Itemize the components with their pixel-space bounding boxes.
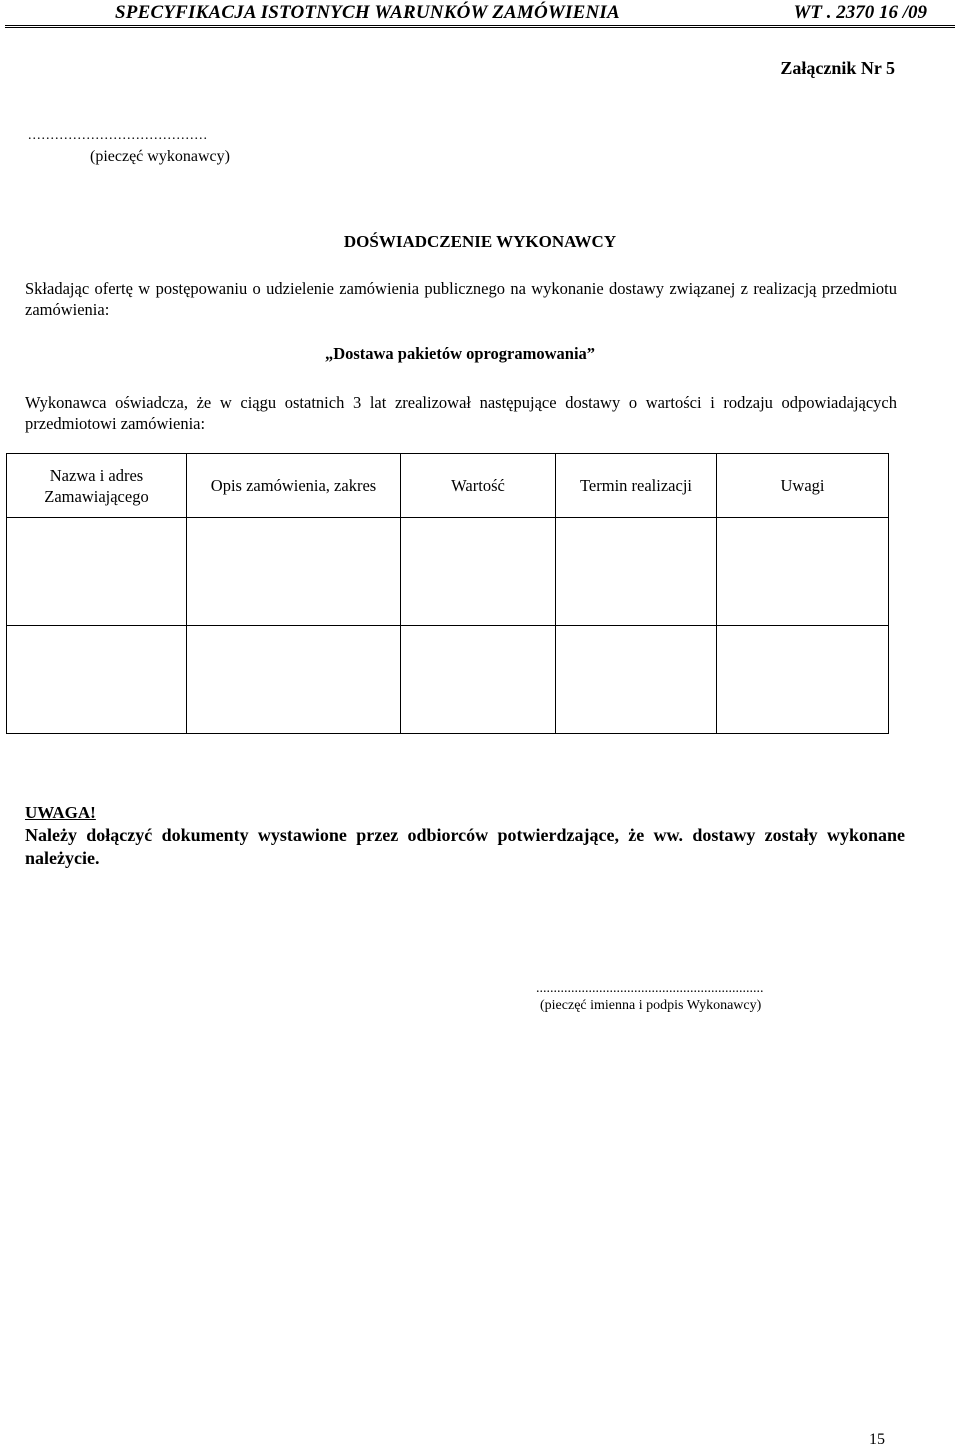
warning-text: Należy dołączyć dokumenty wystawione przez odbiorców potwierdzające, że ww. dostawy zostały wykonane należycie. xyxy=(25,825,905,868)
table-cell[interactable] xyxy=(401,626,556,734)
page-number: 15 xyxy=(869,1431,885,1448)
signature-label: (pieczęć imienna i podpis Wykonawcy) xyxy=(540,998,762,1013)
column-header-notes: Uwagi xyxy=(717,454,889,518)
table-cell[interactable] xyxy=(7,518,187,626)
contractor-stamp-label: (pieczęć wykonawcy) xyxy=(90,148,230,165)
table-cell[interactable] xyxy=(717,518,889,626)
declaration-paragraph: Wykonawca oświadcza, że w ciągu ostatnich 3 lat zrealizował następujące dostawy o wartości i rodzaju odpowiadających przedmiotowi zamówienia: xyxy=(25,393,897,433)
table-cell[interactable] xyxy=(556,518,717,626)
table-cell[interactable] xyxy=(401,518,556,626)
column-header-client: Nazwa i adres Zamawiającego xyxy=(7,454,187,518)
document-title: DOŚWIADCZENIE WYKONAWCY xyxy=(343,232,617,251)
column-header-value: Wartość xyxy=(401,454,556,518)
table-header-row xyxy=(7,454,889,518)
order-subject: „Dostawa pakietów oprogramowania” xyxy=(324,344,596,363)
header-reference-code: WT . 2370 16 /09 xyxy=(793,2,927,23)
table-cell[interactable] xyxy=(187,518,401,626)
table-cell[interactable] xyxy=(187,626,401,734)
column-header-description: Opis zamówienia, zakres xyxy=(187,454,401,518)
intro-paragraph: Składając ofertę w postępowaniu o udzielenie zamówienia publicznego na wykonanie dostawy związanej z realizacją przedmiotu zamówienia: xyxy=(25,279,897,319)
experience-table xyxy=(6,453,889,734)
table-cell[interactable] xyxy=(556,626,717,734)
table-cell[interactable] xyxy=(717,626,889,734)
table-row xyxy=(7,518,889,626)
column-header-date: Termin realizacji xyxy=(556,454,717,518)
signature-line: ................................................................. xyxy=(536,981,764,996)
table-cell[interactable] xyxy=(7,626,187,734)
warning-heading: UWAGA! xyxy=(25,803,96,822)
document-header xyxy=(5,0,955,28)
attachment-label: Załącznik Nr 5 xyxy=(780,58,895,78)
contractor-stamp-line: ........................................ xyxy=(28,128,208,143)
table-row xyxy=(7,626,889,734)
header-title: SPECYFIKACJA ISTOTNYCH WARUNKÓW ZAMÓWIENIA xyxy=(115,2,620,23)
